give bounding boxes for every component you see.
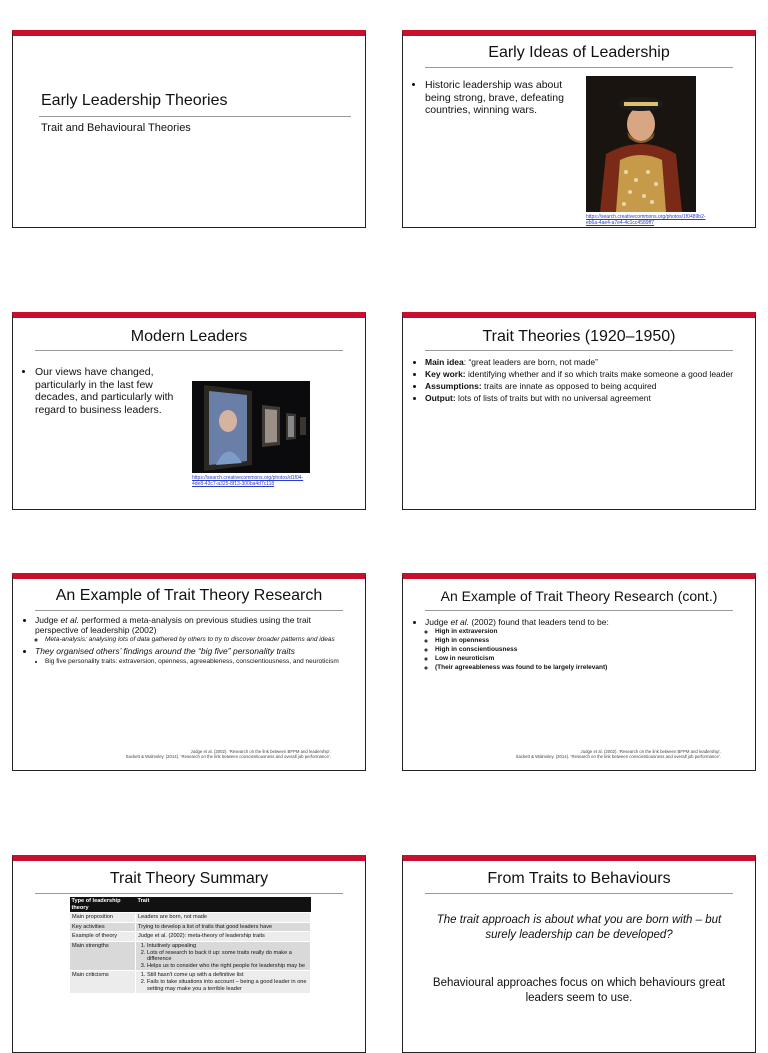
slide-8 xyxy=(402,855,756,1053)
title-divider xyxy=(425,893,733,894)
bullet-item: • Judge et al. (2002) found that leaders tend to be: ◦ High in extraversion ◦ High in openness ◦ High in conscientiousness ◦ Low in neuroticism ◦ (Their agreeableness was found to be largely irrelevant) xyxy=(425,617,739,672)
bullet-item: • They organised others’ findings around the “big five” personality traits xyxy=(35,646,349,656)
table-cell: 1. Still hasn't come up with a definitive list 2. Fails to take situations into account – being a good leader in one setting may make you a terrible leader xyxy=(136,971,311,994)
slide-title: Early Ideas of Leadership xyxy=(488,44,670,61)
table-cell: Example of theory xyxy=(70,932,136,942)
table-cell: 1. Intuitively appealing 2. Lots of research to back it up: some traits really do make a difference 3. Helps us to consider who the right people for leadership may be xyxy=(136,941,311,970)
gallery-image xyxy=(192,381,310,473)
bullet-item: • Output: lots of lists of traits but with no universal agreement xyxy=(425,393,735,403)
table-cell: Main proposition xyxy=(70,913,136,923)
bullet-item: • Historic leadership was about being strong, brave, defeating countries, winning wars. xyxy=(425,79,585,117)
sub-bullet: ◦ Meta-analysis: analysing lots of data gathered by others to try to discover broader patterns and ideas xyxy=(45,636,349,644)
table-row xyxy=(70,922,311,932)
table-cell: Leaders are born, not made xyxy=(136,913,311,923)
title-divider xyxy=(35,893,343,894)
bullet-item: • Assumptions: traits are innate as opposed to being acquired xyxy=(425,381,735,391)
table-cell: Trying to develop a list of traits that good leaders have xyxy=(136,922,311,932)
sub-bullet: ◦ High in openness xyxy=(435,637,739,645)
reference-line: Sackett & Walmsley. (2014). ‘Research on the link between conscientiousness and overall job performance’. xyxy=(125,754,331,759)
slide-bullets xyxy=(23,366,191,418)
slide-title: Trait Theories (1920–1950) xyxy=(482,328,676,345)
slide-title: From Traits to Behaviours xyxy=(487,870,671,887)
slide-title: Early Leadership Theories xyxy=(41,92,228,109)
bullet-item: • Judge et al. performed a meta-analysis on previous studies using the trait perspective of leadership (2002) ◦ Meta-analysis: analysing lots of data gathered by others to try to discover broader patterns and ideas xyxy=(35,615,349,644)
table-row xyxy=(70,971,311,994)
sub-bullet: ◦ (Their agreeableness was found to be largely irrelevant) xyxy=(435,664,739,672)
table-header-row xyxy=(70,897,311,913)
table-header: Trait xyxy=(136,897,311,913)
slide-title: Trait Theory Summary xyxy=(109,870,269,887)
table-cell: Main criticisms xyxy=(70,971,136,994)
title-divider xyxy=(35,350,343,351)
table-row xyxy=(70,941,311,970)
table-cell: Judge et al. (2002): meta-theory of leadership traits xyxy=(136,932,311,942)
slide-title: An Example of Trait Theory Research xyxy=(55,587,323,604)
slide-6 xyxy=(402,573,756,771)
slide-2 xyxy=(402,30,756,228)
title-divider xyxy=(425,67,733,68)
table-row xyxy=(70,932,311,942)
references xyxy=(31,749,331,759)
sub-bullet: ◦ Low in neuroticism xyxy=(435,655,739,663)
title-divider xyxy=(39,116,351,117)
slide-title: An Example of Trait Theory Research (cont.) xyxy=(440,588,718,604)
table-row xyxy=(70,913,311,923)
title-divider xyxy=(425,350,733,351)
slide-4 xyxy=(402,312,756,510)
body-text: Behavioural approaches focus on which behaviours great leaders seem to use. xyxy=(432,977,726,1004)
reference-line: Judge et al. (2002). ‘Research on the link between BFPM and leadership’. xyxy=(190,749,331,754)
bullet-item: • Main idea: “great leaders are born, not made” xyxy=(425,357,735,367)
slide-bullets xyxy=(413,79,585,119)
italic-question: The trait approach is about what you are born with – but surely leadership can be developed? xyxy=(436,914,722,941)
sub-bullet: • Big five personality traits: extraversion, openness, agreeableness, conscientiousness, and neuroticism xyxy=(45,658,349,666)
slide-3 xyxy=(12,312,366,510)
slide-bullets xyxy=(413,357,735,405)
portrait-image xyxy=(586,76,696,212)
title-divider xyxy=(425,610,733,611)
reference-line: Judge et al. (2002). ‘Research on the link between BFPM and leadership’. xyxy=(580,749,721,754)
slide-1 xyxy=(12,30,366,228)
table-header: Type of leadership theory xyxy=(70,897,136,913)
bullet-item: • Our views have changed, particularly in the last few decades, and particularly with regard to business leaders. xyxy=(35,366,191,416)
slide-title: Modern Leaders xyxy=(130,328,248,345)
references xyxy=(421,749,721,759)
slide-5 xyxy=(12,573,366,771)
slide-subtitle: Trait and Behavioural Theories xyxy=(41,122,191,134)
slide-7 xyxy=(12,855,366,1053)
table-cell: Key activities xyxy=(70,922,136,932)
image-source-link[interactable]: https://search.creativecommons.org/photos/1f0489b2-eb6a-4ae4-a7e4-4c1cc4589ff7 xyxy=(586,214,706,226)
summary-table xyxy=(69,897,311,994)
table-cell: Main strengths xyxy=(70,941,136,970)
slide-bullets xyxy=(413,617,739,674)
image-source-link[interactable]: https://search.creativecommons.org/photos/d1f04-4de8-43c7-a325-8f13-300ba4d7c118 xyxy=(192,475,304,487)
bullet-item: • Key work: identifying whether and if so which traits make someone a good leader xyxy=(425,369,735,379)
slide-bullets xyxy=(23,615,349,668)
reference-line: Sackett & Walmsley. (2014). ‘Research on the link between conscientiousness and overall job performance’. xyxy=(515,754,721,759)
sub-bullet: ◦ High in extraversion xyxy=(435,628,739,636)
sub-bullet: ◦ High in conscientiousness xyxy=(435,646,739,654)
title-divider xyxy=(35,610,343,611)
